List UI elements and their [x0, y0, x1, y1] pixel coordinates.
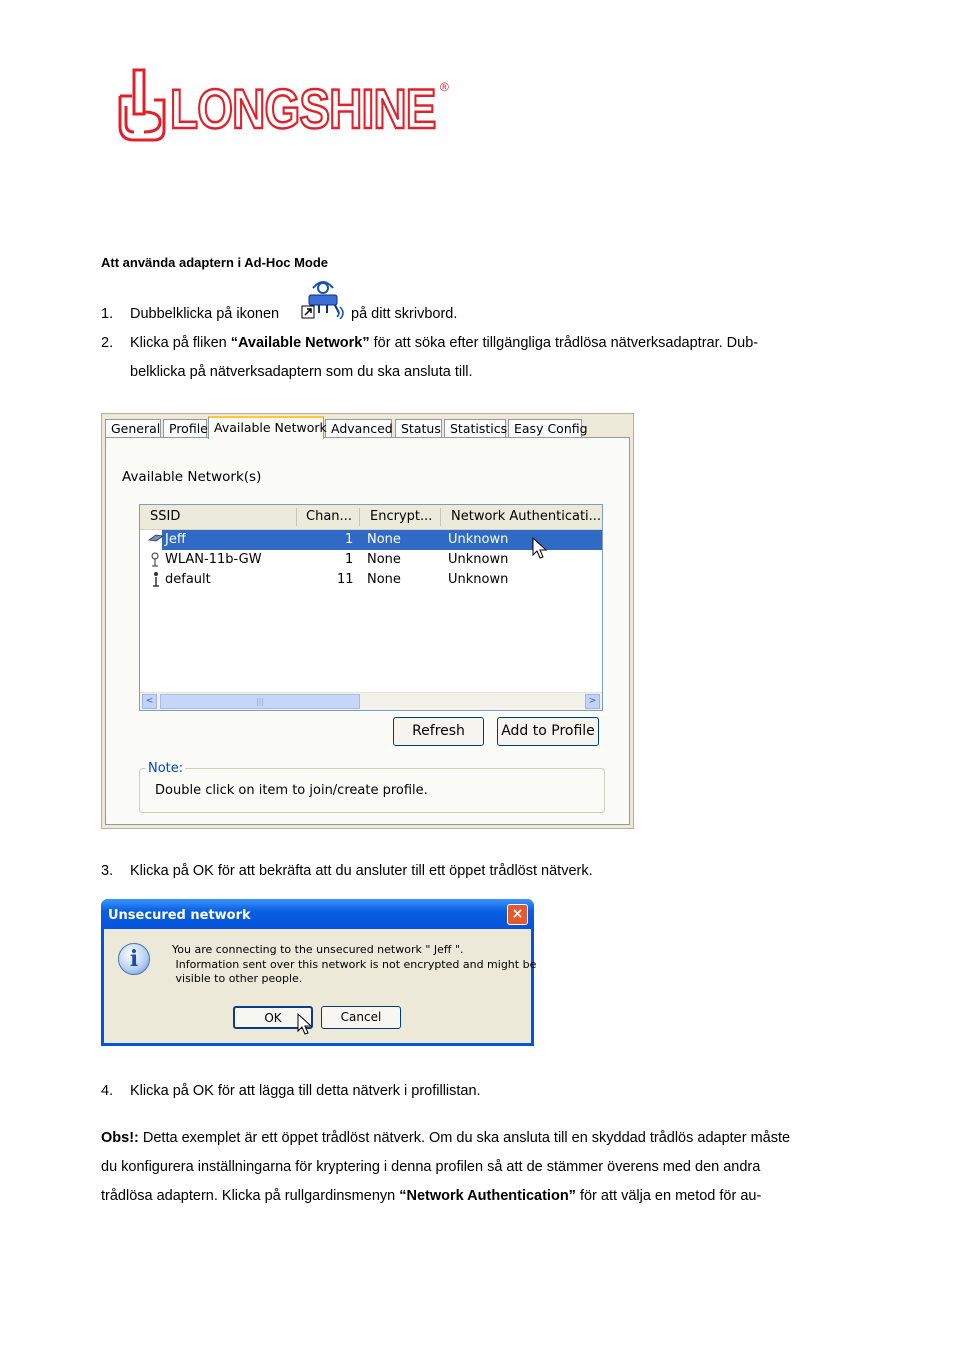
mouse-cursor-icon — [297, 1013, 313, 1037]
access-point-icon — [151, 571, 161, 591]
dialog-title: Unsecured network — [108, 908, 251, 923]
obs-line-2: du konfigurera inställningarna för kryptering i denna profilen så att de stämmer överens med den andra — [101, 1159, 761, 1175]
table-row[interactable]: Jeff 1 None Unknown — [140, 530, 602, 550]
mouse-cursor-icon — [532, 537, 548, 561]
obs-line-1: Obs!: Detta exemplet är ett öppet trådlöst nätverk. Om du ska ansluta till en skyddad trådlös adapter måste — [101, 1130, 791, 1146]
adhoc-network-icon — [148, 531, 164, 549]
available-network-dialog — [101, 413, 634, 829]
list-label: Available Network(s) — [122, 469, 262, 485]
dialog-titlebar — [101, 899, 534, 929]
tab-available-network[interactable]: Available Network — [208, 416, 324, 439]
tab-advanced[interactable]: Advanced — [325, 419, 392, 438]
scroll-left-button[interactable]: < — [142, 694, 157, 709]
registered-mark: ® — [440, 80, 449, 94]
ok-button[interactable]: OK — [233, 1006, 313, 1029]
table-row[interactable]: WLAN-11b-GW 1 None Unknown — [140, 550, 602, 570]
scroll-thumb[interactable]: ||| — [160, 694, 360, 709]
column-auth[interactable]: Network Authenticati... — [451, 509, 602, 524]
step-3-number: 3. — [101, 863, 114, 879]
logo-emblem-icon — [112, 66, 170, 146]
logo-wordmark: LONGSHINE — [170, 77, 436, 140]
step-2-line-2: belklicka på nätverksadaptern som du ska ansluta till. — [130, 364, 473, 380]
step-2-line-1: Klicka på fliken “Available Network” för att söka efter tillgängliga trådlösa nätverksadaptrar. Dub- — [130, 335, 759, 351]
obs-line-3: trådlösa adaptern. Klicka på rullgardinsmenyn “Network Authentication” för att välja en metod för au- — [101, 1188, 762, 1204]
tab-easy-config[interactable]: Easy Config — [508, 419, 582, 438]
network-list[interactable] — [139, 504, 603, 711]
tab-profile[interactable]: Profile — [163, 419, 207, 438]
dialog-body — [104, 929, 537, 1043]
dialog-message: You are connecting to the unsecured network " Jeff ". Information sent over this network is not encrypted and might be visible to other people. — [172, 943, 537, 985]
step-4-number: 4. — [101, 1083, 114, 1099]
tab-panel — [105, 437, 630, 825]
access-point-icon — [149, 551, 161, 571]
table-row[interactable]: default 11 None Unknown — [140, 570, 602, 590]
column-channel[interactable]: Chan... — [306, 509, 352, 524]
tab-general[interactable]: General — [105, 419, 161, 438]
step-1-text-after: på ditt skrivbord. — [351, 306, 458, 322]
section-heading: Att använda adaptern i Ad-Hoc Mode — [101, 255, 329, 270]
tab-statistics[interactable]: Statistics — [444, 419, 506, 438]
scroll-right-button[interactable]: > — [585, 694, 600, 709]
list-header — [140, 505, 602, 530]
info-icon: i — [118, 943, 150, 975]
note-text: Double click on item to join/create profile. — [155, 783, 428, 798]
cancel-button[interactable]: Cancel — [321, 1006, 401, 1029]
add-to-profile-button[interactable]: Add to Profile — [497, 717, 599, 746]
tab-status[interactable]: Status — [395, 419, 442, 438]
unsecured-network-dialog — [101, 899, 537, 1046]
column-encryption[interactable]: Encrypt... — [370, 509, 433, 524]
refresh-button[interactable]: Refresh — [393, 717, 484, 746]
step-3-text: Klicka på OK för att bekräfta att du ansluter till ett öppet trådlöst nätverk. — [130, 863, 593, 879]
step-1-number: 1. — [101, 306, 114, 322]
step-4-text: Klicka på OK för att lägga till detta nätverk i profillistan. — [130, 1083, 481, 1099]
close-icon[interactable]: × — [507, 904, 528, 925]
note-title: Note: — [148, 761, 184, 776]
step-1-text-before: Dubbelklicka på ikonen — [130, 306, 280, 322]
horizontal-scrollbar[interactable] — [140, 692, 602, 710]
column-ssid[interactable]: SSID — [150, 509, 181, 524]
longshine-logo — [112, 64, 457, 146]
step-2-number: 2. — [101, 335, 114, 351]
wireless-utility-icon — [301, 279, 345, 319]
